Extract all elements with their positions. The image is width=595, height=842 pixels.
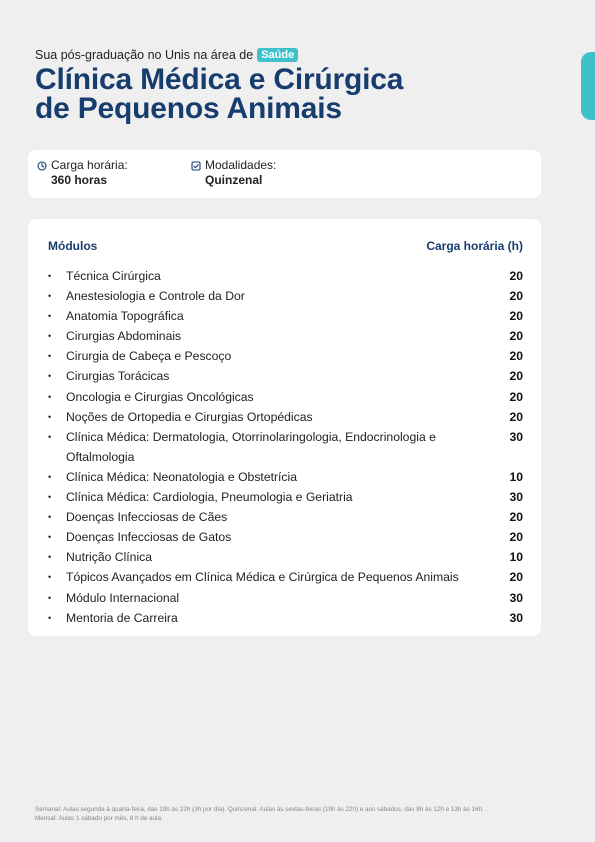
module-item [48,467,523,487]
module-name: Noções de Ortopedia e Cirurgias Ortopédicas [66,409,313,424]
module-name: Doenças Infecciosas de Cães [66,510,228,525]
bullet-icon: • [48,331,52,342]
area-tag: Saúde [257,48,298,62]
module-item [48,326,523,346]
module-hours: 30 [509,590,523,605]
title-line-2: de Pequenos Animais [35,92,342,125]
module-name: Cirurgia de Cabeça e Pescoço [66,349,232,364]
module-name: Doenças Infecciosas de Gatos [66,530,232,545]
module-item [48,306,523,326]
module-item [48,487,523,507]
footnote-line-2: Mensal: Aulas 1 sábado por mês, 8 h de aula. [35,815,163,822]
bullet-icon: • [48,512,52,523]
module-hours: 20 [509,289,523,304]
module-name-wrap [48,266,161,286]
modules-card [28,219,541,636]
module-hours: 20 [509,269,523,283]
module-name-wrap [48,346,231,366]
module-item [48,286,523,306]
module-item [48,427,523,467]
module-name-wrap [48,326,181,346]
checkbox-icon [191,161,201,171]
module-item [48,588,523,608]
module-hours: 30 [509,610,523,625]
module-hours: 20 [509,530,523,545]
modality-value: Quinzenal [205,173,263,187]
workload-value: 360 horas [51,173,108,187]
modality-label: Modalidades: [205,158,277,172]
bullet-icon: • [48,371,52,382]
module-name: Clínica Médica: Cardiologia, Pneumologia e Geriatria [66,490,353,505]
workload-info [37,158,128,188]
module-name-wrap [48,487,353,507]
bullet-icon: • [48,592,52,603]
module-hours: 10 [509,550,523,565]
bullet-icon: • [48,291,52,302]
bullet-icon: • [48,532,52,543]
workload-label: Carga horária: [51,158,128,172]
module-name-wrap [48,527,231,547]
module-name-wrap [48,608,178,628]
module-name-wrap [48,567,459,587]
clock-icon [37,161,47,171]
module-hours: 20 [509,349,523,364]
module-name-wrap [48,286,245,306]
module-name: Oncologia e Cirurgias Oncológicas [66,389,254,404]
module-name: Cirurgias Torácicas [66,369,170,384]
module-name-wrap [48,407,313,427]
modules-list [48,266,523,628]
eyebrow-label: Sua pós-graduação no Unis na área de [35,48,254,62]
module-hours: 20 [509,510,523,525]
module-hours: 20 [509,570,523,585]
module-name: Tópicos Avançados em Clínica Médica e Cirúrgica de Pequenos Animais [66,570,459,585]
module-name-wrap [48,467,297,487]
page-header [35,48,555,123]
module-item [48,547,523,567]
bullet-icon: • [48,471,52,482]
bullet-icon: • [48,552,52,563]
footnote-line-1: Semanal: Aulas segunda à quarta-feira, das 19h às 22h (3h por dia). Quinzenal: Aulas às sextas-feiras (19h às 22h) e aos sábados, das 8h às 12h e 13h às 16h. [35,806,484,813]
bullet-icon: • [48,492,52,503]
module-name: Módulo Internacional [66,590,180,605]
module-name-wrap [48,547,152,567]
course-info-card [28,150,541,198]
module-hours: 30 [509,490,523,505]
side-accent-tab [581,52,595,120]
module-item [48,346,523,366]
module-name: Nutrição Clínica [66,550,153,565]
module-name: Clínica Médica: Neonatologia e Obstetrícia [66,469,298,484]
module-hours: 20 [509,409,523,424]
module-name: Técnica Cirúrgica [66,269,161,283]
bullet-icon: • [48,351,52,362]
module-name-wrap [48,387,254,407]
module-item [48,608,523,628]
bullet-icon: • [48,271,52,281]
module-hours: 10 [509,469,523,484]
bullet-icon: • [48,612,52,623]
modality-info [191,158,276,188]
module-hours: 30 [509,429,523,444]
schedule-footnote [35,805,555,823]
module-item [48,387,523,407]
module-hours: 20 [509,329,523,344]
module-name-wrap [48,366,169,386]
module-name-wrap [48,306,184,326]
bullet-icon: • [48,391,52,402]
module-hours: 20 [509,389,523,404]
module-item [48,366,523,386]
module-name-wrap [48,588,179,608]
module-item [48,266,523,286]
eyebrow-text [35,48,555,62]
module-name-wrap [48,507,227,527]
module-name: Clínica Médica: Dermatologia, Otorrinolaringologia, Endocrinologia e Oftalmologia [66,429,436,464]
module-name: Cirurgias Abdominais [66,329,182,344]
module-name: Mentoria de Carreira [66,610,178,625]
module-hours: 20 [509,309,523,324]
module-name: Anatomia Topográfica [66,309,184,324]
module-item [48,567,523,587]
page-title [35,65,555,123]
module-name-wrap [48,427,476,467]
module-item [48,407,523,427]
title-line-1: Clínica Médica e Cirúrgica [35,63,404,96]
module-hours: 20 [509,369,523,384]
module-item [48,507,523,527]
bullet-icon: • [48,572,52,583]
bullet-icon: • [48,411,52,422]
module-item [48,527,523,547]
bullet-icon: • [48,431,52,442]
modules-header [48,239,523,253]
modules-column-label: Módulos [48,239,98,253]
bullet-icon: • [48,311,52,322]
module-name: Anestesiologia e Controle da Dor [66,289,245,304]
hours-column-label: Carga horária (h) [426,239,523,253]
